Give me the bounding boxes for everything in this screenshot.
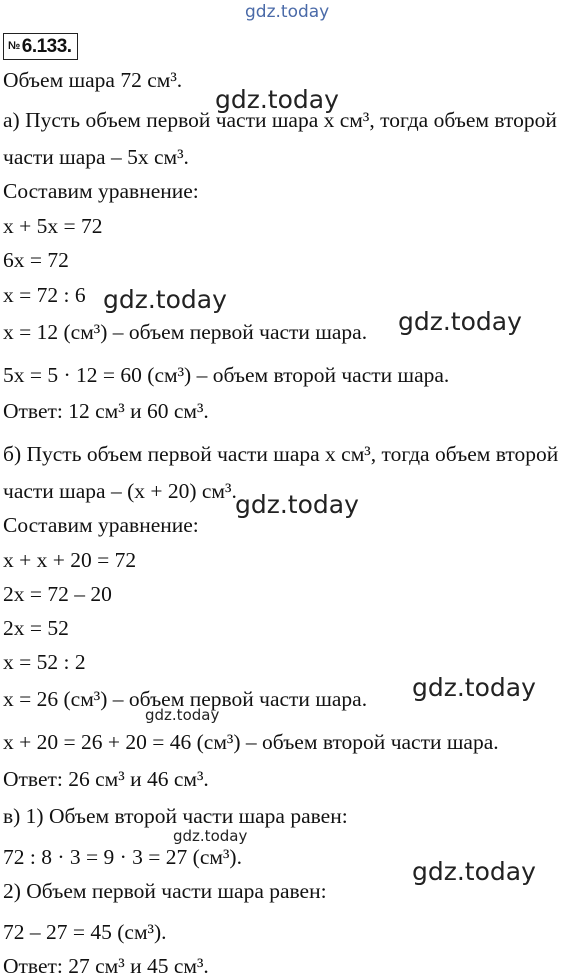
- watermark: gdz.today: [398, 307, 522, 336]
- text-line-c-step-2: 2) Объем первой части шара равен:: [3, 879, 327, 903]
- watermark: gdz.today: [412, 673, 536, 702]
- text-line-b-condition-2: части шара – (x + 20) см³.: [3, 479, 237, 503]
- watermark: gdz.today: [103, 285, 227, 314]
- text-line-a-condition-2: части шара – 5x см³.: [3, 145, 189, 169]
- text-line-b-compose: Составим уравнение:: [3, 513, 199, 537]
- equation-line: x = 72 : 6: [3, 283, 86, 307]
- equation-line: 72 – 27 = 45 (см³).: [3, 920, 167, 944]
- equation-line: 2x = 72 – 20: [3, 582, 112, 606]
- equation-line: x = 12 (см³) – объем первой части шара.: [3, 320, 368, 344]
- problem-number-box: [3, 33, 78, 60]
- text-line-a-condition-1: а) Пусть объем первой части шара x см³, тогда объем второй: [3, 108, 557, 132]
- equation-line: x = 26 (см³) – объем первой части шара.: [3, 687, 368, 711]
- equation-line: x = 52 : 2: [3, 650, 86, 674]
- number-sign: №: [8, 40, 20, 52]
- watermark: gdz.today: [145, 706, 220, 724]
- answer-line-a: Ответ: 12 см³ и 60 см³.: [3, 399, 209, 423]
- watermark: gdz.today: [235, 490, 359, 519]
- watermark: gdz.today: [215, 85, 339, 114]
- watermark: gdz.today: [173, 827, 248, 845]
- answer-line-c: Ответ: 27 см³ и 45 см³.: [3, 954, 209, 978]
- equation-line: x + x + 20 = 72: [3, 548, 137, 572]
- watermark: gdz.today: [245, 2, 330, 22]
- answer-line-b: Ответ: 26 см³ и 46 см³.: [3, 767, 209, 791]
- equation-line: x + 20 = 26 + 20 = 46 (см³) – объем второй части шара.: [3, 730, 499, 754]
- watermark: gdz.today: [412, 857, 536, 886]
- equation-line: 72 : 8 · 3 = 9 · 3 = 27 (см³).: [3, 845, 242, 869]
- equation-line: x + 5x = 72: [3, 214, 103, 238]
- text-line-a-compose: Составим уравнение:: [3, 179, 199, 203]
- equation-line: 6x = 72: [3, 248, 69, 272]
- equation-line: 5x = 5 · 12 = 60 (см³) – объем второй части шара.: [3, 363, 450, 387]
- problem-number: 6.133.: [21, 36, 72, 57]
- text-line-b-condition-1: б) Пусть объем первой части шара x см³, тогда объем второй: [3, 442, 559, 466]
- text-line-c-step-1: в) 1) Объем второй части шара равен:: [3, 804, 348, 828]
- text-line-ball-volume: Объем шара 72 см³.: [3, 68, 183, 92]
- equation-line: 2x = 52: [3, 616, 69, 640]
